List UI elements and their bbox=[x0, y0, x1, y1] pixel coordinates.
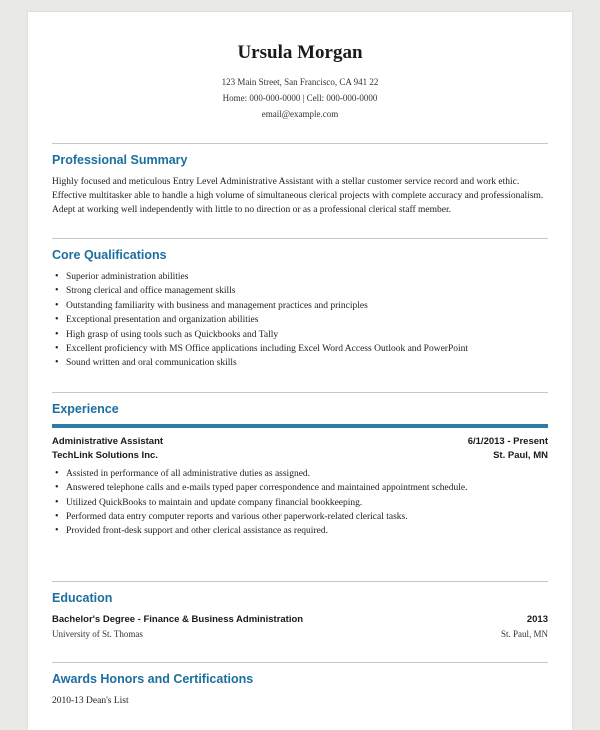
section-title-education: Education bbox=[52, 590, 113, 605]
qualification-item: • Excellent proficiency with MS Office applications including Excel Word Access Outlook and PowerPoint bbox=[52, 342, 548, 356]
company-name: TechLink Solutions Inc. bbox=[52, 449, 158, 461]
job-dates: 6/1/2013 - Present bbox=[467, 435, 548, 447]
core-qualifications-list bbox=[52, 270, 548, 371]
education-degree-row bbox=[52, 613, 548, 627]
contact-phones: Home: 000-000-0000 | Cell: 000-000-0000 bbox=[222, 93, 378, 103]
experience-duty-item: • Answered telephone calls and e-mails typed paper correspondence and maintained appointment schedule. bbox=[52, 481, 548, 495]
section-divider bbox=[52, 238, 548, 239]
qualification-item: • Strong clerical and office management skills bbox=[52, 284, 548, 298]
experience-duty-item: • Utilized QuickBooks to maintain and update company financial bookkeeping. bbox=[52, 496, 548, 510]
qualification-item: • Outstanding familiarity with business and management practices and principles bbox=[52, 299, 548, 313]
experience-duty-list bbox=[52, 467, 548, 539]
experience-duty-item: • Performed data entry computer reports and various other paperwork-related clerical tasks. bbox=[52, 510, 548, 524]
section-divider bbox=[52, 581, 548, 582]
school-location: St. Paul, MN bbox=[500, 628, 548, 639]
contact-email: email@example.com bbox=[261, 109, 339, 119]
education-school-row bbox=[52, 627, 548, 641]
job-title: Administrative Assistant bbox=[52, 435, 164, 447]
school-name: University of St. Thomas bbox=[52, 628, 143, 639]
section-title-awards: Awards Honors and Certifications bbox=[52, 671, 254, 686]
award-item: 2010-13 Dean's List bbox=[52, 695, 129, 706]
graduation-year: 2013 bbox=[526, 613, 548, 625]
qualification-item: • Exceptional presentation and organization abilities bbox=[52, 313, 548, 327]
section-title-core-qualifications: Core Qualifications bbox=[52, 248, 167, 262]
section-divider bbox=[52, 143, 548, 144]
degree-name: Bachelor's Degree - Finance & Business Administration bbox=[52, 613, 304, 625]
section-title-experience: Experience bbox=[52, 401, 119, 416]
contact-address: 123 Main Street, San Francisco, CA 941 22 bbox=[221, 77, 379, 87]
resume-name: Ursula Morgan bbox=[237, 42, 363, 63]
experience-subheader-row bbox=[52, 449, 548, 463]
qualification-item: • High grasp of using tools such as Quickbooks and Tally bbox=[52, 328, 548, 342]
professional-summary-text: Highly focused and meticulous Entry Level Administrative Assistant with a stellar customer service record and work ethic. Effective multitasker able to handle a high volume of simultaneous clerical projects with complete accuracy and professionalism. Adept at working well independently with little to no direction or as a professional clerical staff member. bbox=[52, 177, 544, 215]
section-divider bbox=[52, 392, 548, 393]
job-location: St. Paul, MN bbox=[493, 449, 548, 461]
resume-page bbox=[28, 12, 572, 730]
qualification-item: • Sound written and oral communication skills bbox=[52, 356, 548, 370]
experience-duty-item: • Assisted in performance of all administrative duties as assigned. bbox=[52, 467, 548, 481]
section-divider bbox=[52, 662, 548, 663]
qualification-item: • Superior administration abilities bbox=[52, 270, 548, 284]
experience-underline bbox=[52, 424, 548, 428]
section-title-professional-summary: Professional Summary bbox=[52, 153, 188, 167]
experience-header-row bbox=[52, 435, 548, 449]
experience-duty-item: • Provided front-desk support and other clerical assistance as required. bbox=[52, 524, 548, 538]
contact-block bbox=[52, 74, 548, 122]
